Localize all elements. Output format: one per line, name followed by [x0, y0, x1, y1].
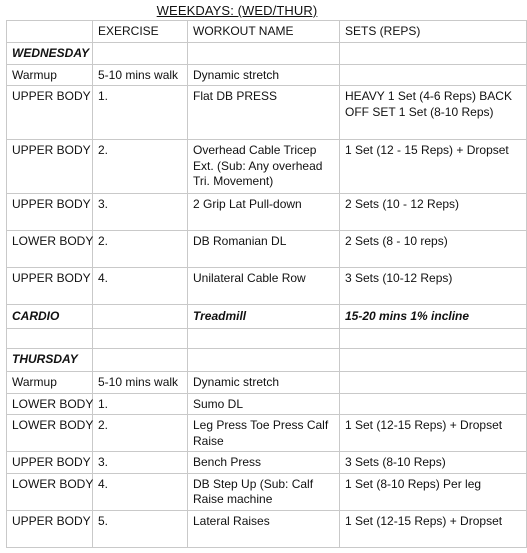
table-cell — [93, 43, 188, 65]
body-area-cell: Warmup — [7, 64, 93, 86]
exercise-cell: 1. — [93, 393, 188, 415]
exercise-cell: 4. — [93, 473, 188, 510]
exercise-cell: 2. — [93, 415, 188, 452]
day-label-wednesday: WEDNESDAY — [7, 43, 93, 65]
table-cell — [188, 43, 340, 65]
workout-sheet — [0, 20, 512, 553]
body-area-cell: LOWER BODY — [7, 393, 93, 415]
sets-cell: 15-20 mins 1% incline — [340, 305, 527, 329]
workout-cell: 2 Grip Lat Pull-down — [188, 194, 340, 231]
exercise-cell: 2. — [93, 140, 188, 194]
workout-cell: Leg Press Toe Press Calf Raise — [188, 415, 340, 452]
workout-cell: Unilateral Cable Row — [188, 268, 340, 305]
workout-cell: DB Romanian DL — [188, 231, 340, 268]
table-cell — [7, 329, 93, 349]
exercise-cell: 4. — [93, 268, 188, 305]
header-cell-exercise: EXERCISE — [93, 21, 188, 43]
cardio-row — [7, 305, 527, 329]
exercise-cell: 1. — [93, 86, 188, 140]
table-cell — [93, 349, 188, 372]
body-area-cell: CARDIO — [7, 305, 93, 329]
sets-cell: 1 Set (12 - 15 Reps) + Dropset — [340, 140, 527, 194]
workout-cell: Lateral Raises — [188, 510, 340, 547]
header-row — [7, 21, 527, 43]
body-area-cell: LOWER BODY — [7, 415, 93, 452]
sets-cell — [340, 372, 527, 394]
sets-cell: 3 Sets (10-12 Reps) — [340, 268, 527, 305]
body-area-cell: LOWER BODY — [7, 473, 93, 510]
exercise-cell: 3. — [93, 452, 188, 474]
table-cell — [340, 329, 527, 349]
workout-cell: Sumo DL — [188, 393, 340, 415]
workout-cell: Flat DB PRESS — [188, 86, 340, 140]
page-title: WEEKDAYS: (WED/THUR) — [156, 3, 318, 18]
exercise-cell: 2. — [93, 231, 188, 268]
workout-cell: Treadmill — [188, 305, 340, 329]
exercise-cell: 5. — [93, 510, 188, 547]
sets-cell: 2 Sets (10 - 12 Reps) — [340, 194, 527, 231]
exercise-cell — [93, 305, 188, 329]
exercise-cell: 5-10 mins walk — [93, 64, 188, 86]
table-row — [7, 194, 527, 231]
sets-cell: HEAVY 1 Set (4-6 Reps) BACK OFF SET 1 Set (8-10 Reps) — [340, 86, 527, 140]
table-row — [7, 393, 527, 415]
workout-cell: Dynamic stretch — [188, 372, 340, 394]
body-area-cell: LOWER BODY — [7, 231, 93, 268]
body-area-cell: UPPER BODY — [7, 194, 93, 231]
body-area-cell: UPPER BODY — [7, 510, 93, 547]
body-area-cell: UPPER BODY — [7, 452, 93, 474]
sets-cell: 3 Sets (8-10 Reps) — [340, 452, 527, 474]
sets-cell — [340, 64, 527, 86]
table-row — [7, 473, 527, 510]
table-row — [7, 452, 527, 474]
body-area-cell: Warmup — [7, 372, 93, 394]
workout-table — [6, 20, 527, 548]
table-row — [7, 372, 527, 394]
table-cell — [340, 349, 527, 372]
exercise-cell: 3. — [93, 194, 188, 231]
table-cell — [340, 43, 527, 65]
exercise-cell: 5-10 mins walk — [93, 372, 188, 394]
table-row — [7, 86, 527, 140]
day-header-row — [7, 349, 527, 372]
day-label-thursday: THURSDAY — [7, 349, 93, 372]
header-cell-area — [7, 21, 93, 43]
table-cell — [188, 349, 340, 372]
table-cell — [188, 329, 340, 349]
body-area-cell: UPPER BODY — [7, 268, 93, 305]
sets-cell: 2 Sets (8 - 10 reps) — [340, 231, 527, 268]
table-row — [7, 64, 527, 86]
table-cell — [93, 329, 188, 349]
sets-cell: 1 Set (12-15 Reps) + Dropset — [340, 415, 527, 452]
table-row — [7, 268, 527, 305]
header-cell-workout: WORKOUT NAME — [188, 21, 340, 43]
sets-cell — [340, 393, 527, 415]
body-area-cell: UPPER BODY — [7, 140, 93, 194]
day-header-row — [7, 43, 527, 65]
workout-cell: DB Step Up (Sub: Calf Raise machine — [188, 473, 340, 510]
header-cell-sets: SETS (REPS) — [340, 21, 527, 43]
body-area-cell: UPPER BODY — [7, 86, 93, 140]
table-row — [7, 415, 527, 452]
workout-cell: Dynamic stretch — [188, 64, 340, 86]
spacer-row — [7, 329, 527, 349]
sets-cell: 1 Set (8-10 Reps) Per leg — [340, 473, 527, 510]
sets-cell: 1 Set (12-15 Reps) + Dropset — [340, 510, 527, 547]
workout-cell: Overhead Cable Tricep Ext. (Sub: Any overhead Tri. Movement) — [188, 140, 340, 194]
table-row — [7, 140, 527, 194]
workout-cell: Bench Press — [188, 452, 340, 474]
table-row — [7, 510, 527, 547]
table-row — [7, 231, 527, 268]
